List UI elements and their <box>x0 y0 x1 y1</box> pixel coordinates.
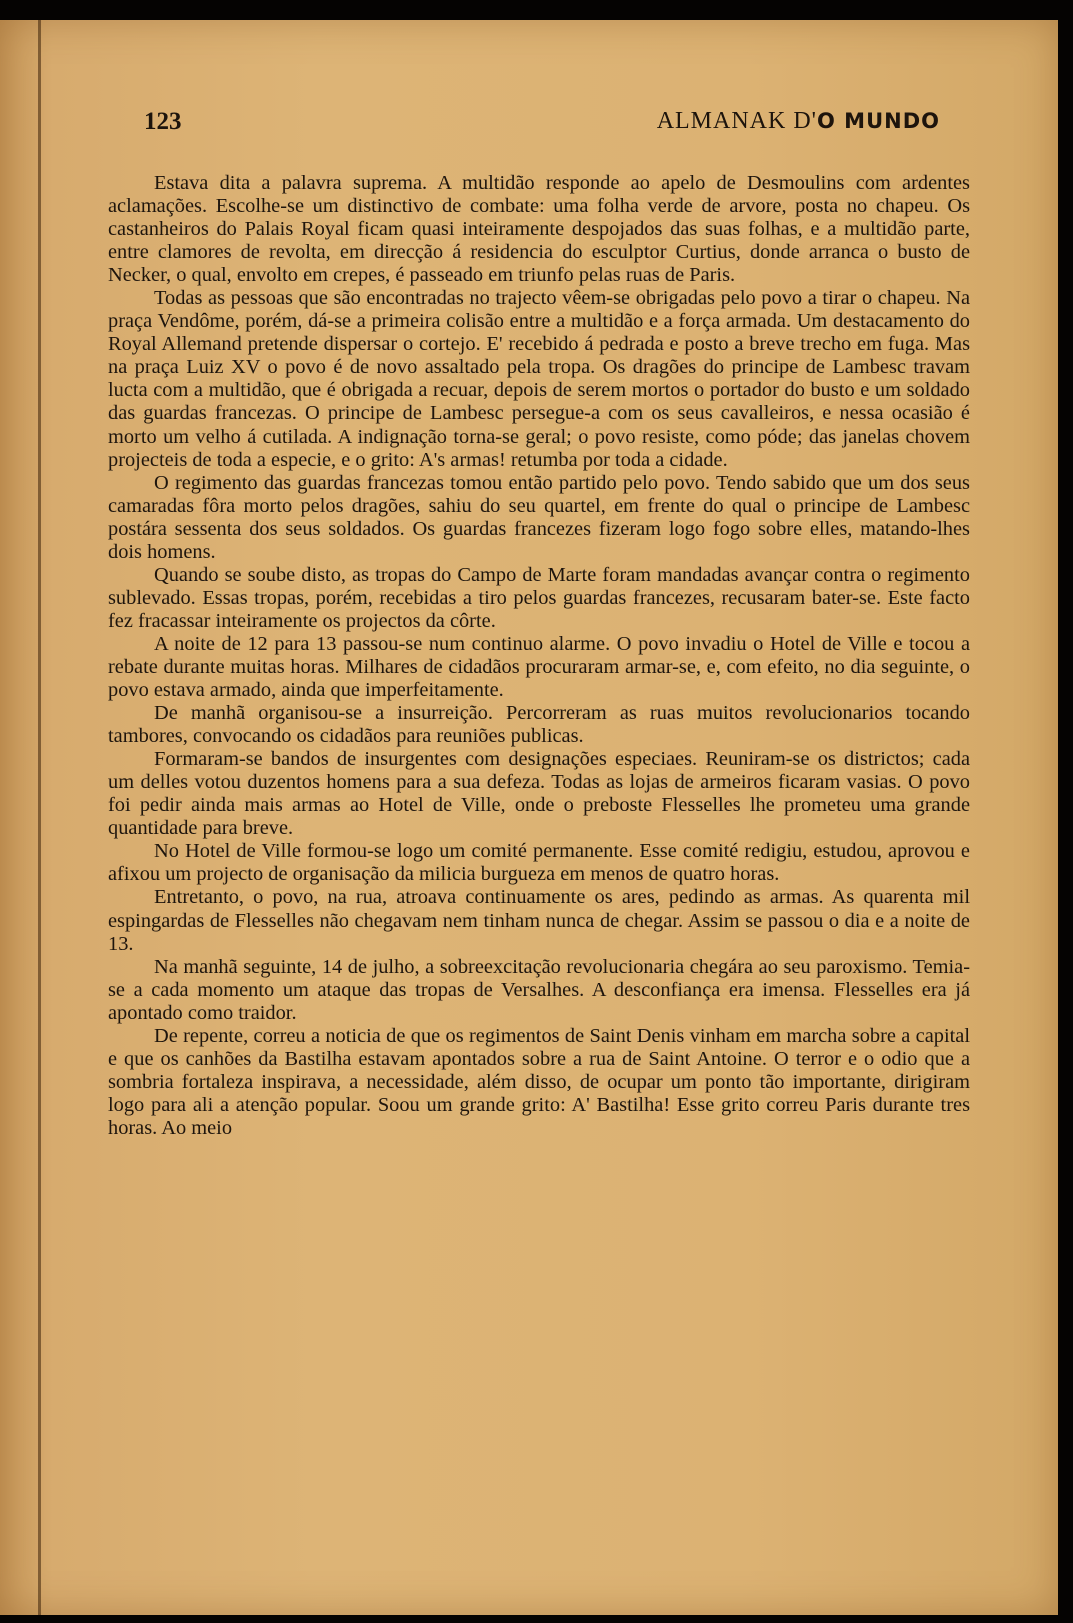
paragraph: Estava dita a palavra suprema. A multidão responde ao apelo de Desmoulins com ardentes aclamações. Escolhe-se um distinctivo de combate: uma folha verde de arvore, posta no chapeu. Os castanheiros do Palais Royal ficam quasi inteiramente despojados das suas folhas, e a multidão parte, entre clamores de revolta, em direcção á residencia do esculptor Curtius, donde arranca o busto de Necker, o qual, envolto em crepes, é passeado em triunfo pelas ruas de Paris. <box>108 172 970 287</box>
page-header <box>110 102 940 142</box>
paragraph: A noite de 12 para 13 passou-se num continuo alarme. O povo invadiu o Hotel de Ville e tocou a rebate durante muitas horas. Milhares de cidadãos procuraram armar-se, e, com efeito, no dia seguinte, o povo estava armado, ainda que imperfeitamente. <box>108 632 970 702</box>
paragraph: No Hotel de Ville formou-se logo um comité permanente. Esse comité redigiu, estudou, aprovou e afixou um projecto de organisação da milicia burgueza em menos de quatro horas. <box>108 840 970 886</box>
paragraph: De manhã organisou-se a insurreição. Percorreram as ruas muitos revolucionarios tocando tambores, convocando os cidadãos para reuniões publicas. <box>108 702 970 748</box>
paragraph: O regimento das guardas francezas tomou então partido pelo povo. Tendo sabido que um dos seus camaradas fôra morto pelos dragões, sahiu do seu quartel, em frente do qual o principe de Lambesc postára sessenta dos seus soldados. Os guardas francezes fizeram logo fogo sobre elles, matando-lhes dois homens. <box>108 471 970 563</box>
running-title-prefix: ALMANAK D' <box>656 108 818 134</box>
paragraph: De repente, correu a noticia de que os regimentos de Saint Denis vinham em marcha sobre a capital e que os canhões da Bastilha estavam apontados sobre a rua de Saint Antoine. O terror e o odio que a sombria fortaleza inspirava, a necessidade, além disso, de ocupar um ponto tão importante, dirigiram logo para ali a atenção popular. Soou um grande grito: A' Bastilha! Esse grito correu Paris durante tres horas. Ao meio <box>108 1024 970 1139</box>
paragraph: Na manhã seguinte, 14 de julho, a sobreexcitação revolucionaria chegára ao seu paroxismo. Temia-se a cada momento um ataque das tropas de Versalhes. A desconfiança era imensa. Flesselles era já apontado como traidor. <box>108 955 970 1024</box>
running-title-brand: O MUNDO <box>817 109 940 133</box>
body-text <box>108 172 970 1140</box>
paragraph: Entretanto, o povo, na rua, atroava continuamente os ares, pedindo as armas. As quarenta mil espingardas de Flesselles não chegavam nem tinham nunca de chegar. Assim se passou o dia e a noite de 13. <box>108 886 970 955</box>
running-title <box>657 108 940 135</box>
paragraph: Quando se soube disto, as tropas do Campo de Marte foram mandadas avançar contra o regimento sublevado. Essas tropas, porém, recebidas a tiro pelos guardas francezes, recusaram bater-se. Este facto fez fracassar inteiramente os projectos da côrte. <box>108 563 970 632</box>
paragraph: Todas as pessoas que são encontradas no trajecto vêem-se obrigadas pelo povo a tirar o chapeu. Na praça Vendôme, porém, dá-se a primeira colisão entre a multidão e a força armada. Um destacamento do Royal Allemand pretende dispersar o cortejo. E' recebido á pedrada e posto a breve trecho em fuga. Mas na praça Luiz XV o povo é de novo assaltado pela tropa. Os dragões do principe de Lambesc travam lucta com a multidão, que é obrigada a recuar, depois de serem mortos o portador do busto e um soldado das guardas francezas. O principe de Lambesc persegue-a com os seus cavalleiros, e nessa ocasião é morto um velho á cutilada. A indignação torna-se geral; o povo resiste, como póde; das janelas chovem projecteis de toda a especie, e o grito: A's armas! retumba por toda a cidade. <box>108 287 970 471</box>
page-number: 123 <box>144 108 182 135</box>
paragraph: Formaram-se bandos de insurgentes com designações especiaes. Reuniram-se os districtos; cada um delles votou duzentos homens para a sua defeza. Todas as lojas de armeiros ficaram vasias. O povo foi pedir ainda mais armas ao Hotel de Ville, onde o preboste Flesselles lhe prometeu uma grande quantidade para breve. <box>108 748 970 840</box>
page-gutter <box>38 20 41 1615</box>
